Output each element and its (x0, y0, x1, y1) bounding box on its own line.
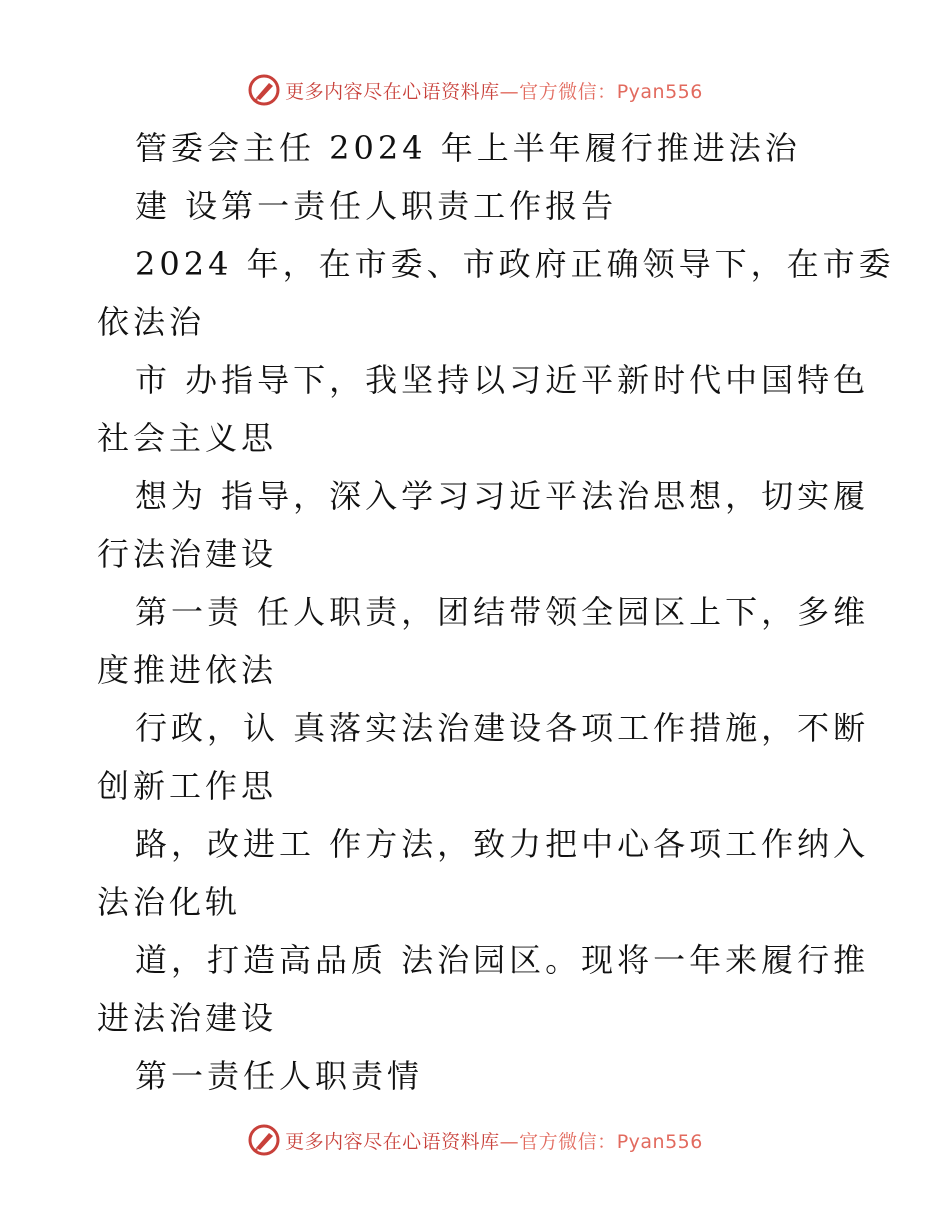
watermark-banner-bottom (0, 1120, 950, 1160)
pen-logo-icon (247, 1123, 281, 1157)
watermark-main: 更多内容尽在心语资料库 (285, 1130, 500, 1153)
body-line: 第一责 任人职责，团结带领全园区上下，多维 (135, 593, 870, 631)
watermark-sub: 官方微信： (519, 80, 617, 103)
document-title-line-1: 管委会主任 2024 年上半年履行推进法治 (135, 129, 801, 167)
watermark-text (285, 1127, 703, 1154)
body-line: 依法治 (97, 303, 206, 341)
body-line: 法治化轨 (97, 883, 242, 921)
body-line: 创新工作思 (97, 767, 278, 805)
watermark-dash: — (499, 80, 520, 103)
watermark-sub: 官方微信： (519, 1130, 617, 1153)
watermark-id: Pyan556 (616, 1130, 703, 1153)
body-line: 路，改进工 作方法，致力把中心各项工作纳入 (135, 825, 870, 863)
watermark-main: 更多内容尽在心语资料库 (285, 80, 500, 103)
body-line: 社会主义思 (97, 419, 278, 457)
body-line: 想为 指导，深入学习习近平法治思想，切实履 (135, 477, 870, 515)
watermark-dash: — (499, 1130, 520, 1153)
body-line: 市 办指导下，我坚持以习近平新时代中国特色 (135, 361, 870, 399)
body-line: 道，打造高品质 法治园区。现将一年来履行推 (135, 941, 870, 979)
document-title-line-2: 建 设第一责任人职责工作报告 (135, 187, 618, 225)
body-line: 行政，认 真落实法治建设各项工作措施，不断 (135, 709, 870, 747)
body-line: 行法治建设 (97, 535, 278, 573)
body-line: 2024 年，在市委、市政府正确领导下，在市委 (135, 245, 895, 283)
body-line: 度推进依法 (97, 651, 278, 689)
body-line: 第一责任人职责情 (135, 1057, 424, 1095)
body-line: 进法治建设 (97, 999, 278, 1037)
watermark-id: Pyan556 (616, 80, 703, 103)
